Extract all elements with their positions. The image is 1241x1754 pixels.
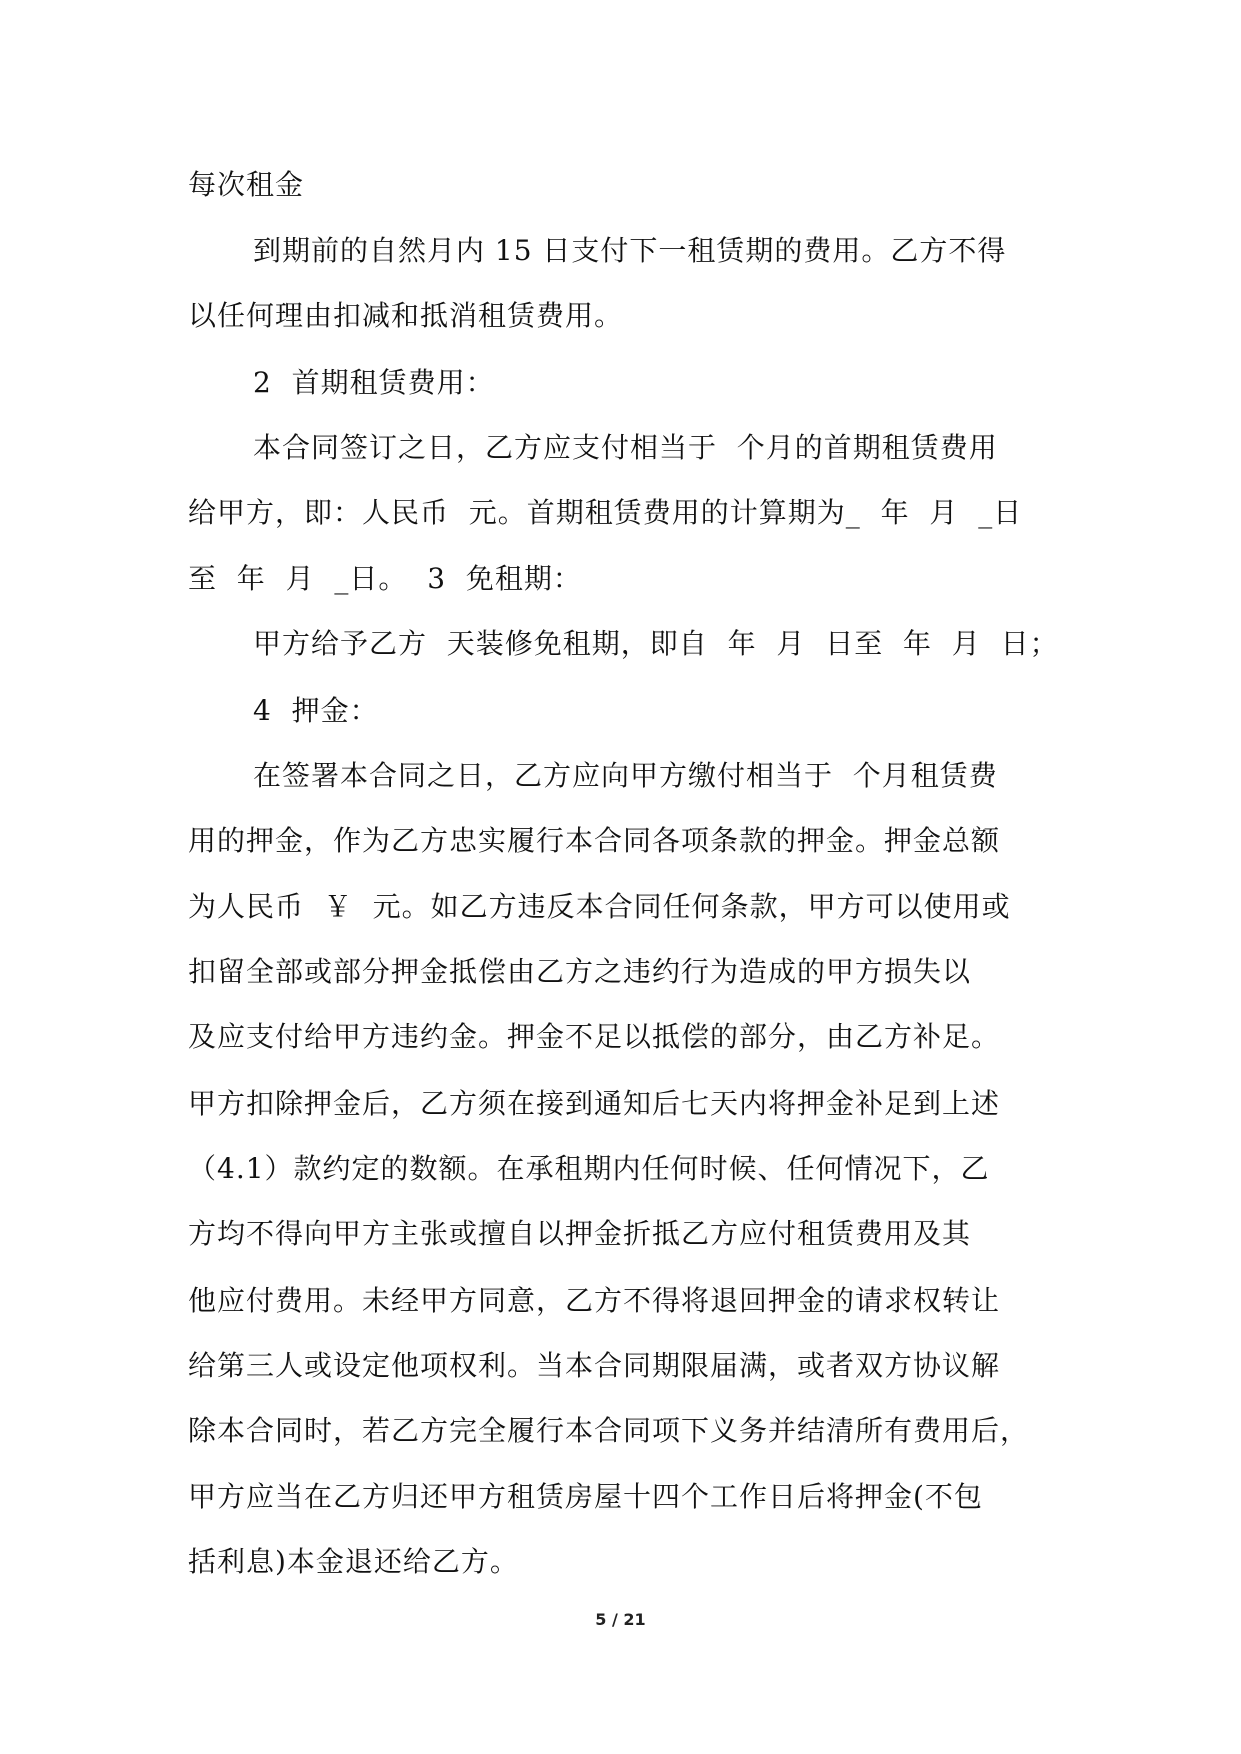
- body-line: 在签署本合同之日，乙方应向甲方缴付相当于 个月租赁费: [253, 759, 998, 792]
- body-line: 给第三人或设定他项权利。当本合同期限届满，或者双方协议解: [188, 1349, 1001, 1382]
- body-line: 及应支付给甲方违约金。押金不足以抵偿的部分，由乙方补足。: [188, 1020, 1001, 1053]
- section-heading: 4 押金：: [253, 694, 379, 727]
- body-line: 每次租金: [188, 168, 305, 201]
- body-line: 括利息)本金退还给乙方。: [188, 1545, 519, 1578]
- body-line: 以任何理由扣减和抵消租赁费用。: [188, 299, 624, 332]
- body-line: 本合同签订之日，乙方应支付相当于 个月的首期租赁费用: [253, 431, 998, 464]
- body-line: 甲方扣除押金后，乙方须在接到通知后七天内将押金补足到上述: [188, 1087, 1001, 1120]
- body-line: 方均不得向甲方主张或擅自以押金折抵乙方应付租赁费用及其: [188, 1217, 972, 1250]
- body-line: 给甲方，即：人民币 元。首期租赁费用的计算期为_ 年 月 _日: [188, 496, 1023, 529]
- body-line: 到期前的自然月内 15 日支付下一租赁期的费用。乙方不得: [253, 234, 1007, 267]
- body-line: 用的押金，作为乙方忠实履行本合同各项条款的押金。押金总额: [188, 824, 1001, 857]
- body-line: 他应付费用。未经甲方同意，乙方不得将退回押金的请求权转让: [188, 1284, 1001, 1317]
- section-heading: 2 首期租赁费用：: [253, 366, 495, 399]
- body-line: 甲方给予乙方 天装修免租期，即自 年 月 日至 年 月 日；: [253, 627, 1059, 660]
- body-line: 除本合同时，若乙方完全履行本合同项下义务并结清所有费用后，: [188, 1414, 1030, 1447]
- body-line: （4.1）款约定的数额。在承租期内任何时候、任何情况下，乙: [188, 1152, 990, 1185]
- body-line: 为人民币 ￥ 元。如乙方违反本合同任何条款，甲方可以使用或: [188, 890, 1011, 923]
- body-line: 甲方应当在乙方归还甲方租赁房屋十四个工作日后将押金(不包: [188, 1480, 983, 1513]
- body-line: 至 年 月 _日。 3 免租期：: [188, 562, 582, 595]
- page-number: 5 / 21: [595, 1610, 646, 1629]
- body-line: 扣留全部或部分押金抵偿由乙方之违约行为造成的甲方损失以: [188, 955, 972, 988]
